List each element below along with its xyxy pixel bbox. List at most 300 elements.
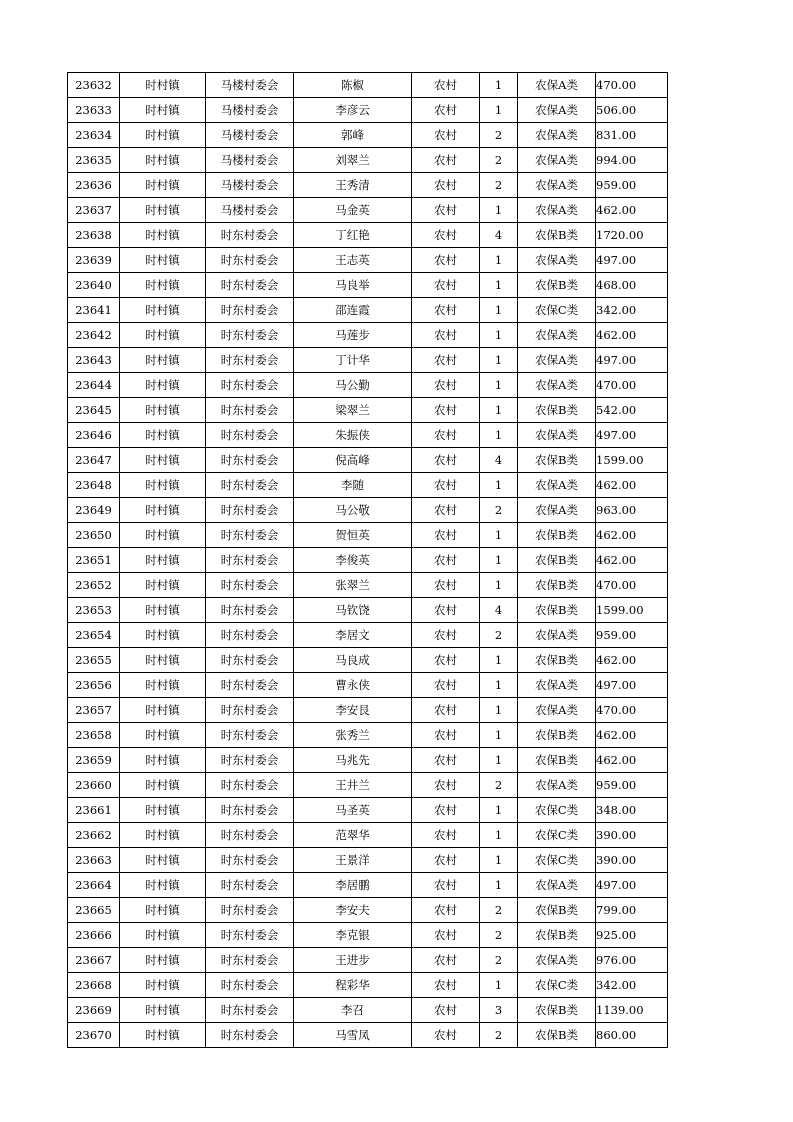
cell-town: 时村镇 [120, 523, 206, 548]
table-row [68, 198, 668, 223]
cell-type: 农村 [412, 798, 480, 823]
cell-amount: 506.00 [596, 98, 668, 123]
cell-name: 马莲步 [294, 323, 412, 348]
cell-amount: 468.00 [596, 273, 668, 298]
cell-village: 时东村委会 [206, 898, 294, 923]
cell-count: 1 [480, 248, 518, 273]
cell-amount: 959.00 [596, 773, 668, 798]
cell-town: 时村镇 [120, 298, 206, 323]
cell-town: 时村镇 [120, 423, 206, 448]
cell-amount: 390.00 [596, 823, 668, 848]
cell-id: 23641 [68, 298, 120, 323]
cell-id: 23664 [68, 873, 120, 898]
table-row [68, 423, 668, 448]
table-row [68, 73, 668, 98]
cell-id: 23652 [68, 573, 120, 598]
cell-category: 农保B类 [518, 398, 596, 423]
cell-village: 时东村委会 [206, 998, 294, 1023]
cell-id: 23667 [68, 948, 120, 973]
cell-type: 农村 [412, 898, 480, 923]
cell-amount: 462.00 [596, 198, 668, 223]
cell-count: 1 [480, 198, 518, 223]
cell-village: 时东村委会 [206, 948, 294, 973]
cell-amount: 963.00 [596, 498, 668, 523]
cell-count: 1 [480, 473, 518, 498]
cell-name: 王秀清 [294, 173, 412, 198]
cell-type: 农村 [412, 523, 480, 548]
cell-amount: 470.00 [596, 73, 668, 98]
cell-category: 农保B类 [518, 648, 596, 673]
cell-name: 范翠华 [294, 823, 412, 848]
cell-count: 4 [480, 223, 518, 248]
cell-village: 马楼村委会 [206, 198, 294, 223]
cell-town: 时村镇 [120, 448, 206, 473]
cell-type: 农村 [412, 598, 480, 623]
cell-count: 1 [480, 823, 518, 848]
cell-amount: 976.00 [596, 948, 668, 973]
cell-category: 农保B类 [518, 748, 596, 773]
cell-village: 时东村委会 [206, 523, 294, 548]
cell-id: 23658 [68, 723, 120, 748]
cell-count: 1 [480, 698, 518, 723]
cell-id: 23650 [68, 523, 120, 548]
cell-name: 马兆先 [294, 748, 412, 773]
table-row [68, 498, 668, 523]
cell-id: 23636 [68, 173, 120, 198]
cell-type: 农村 [412, 823, 480, 848]
cell-amount: 470.00 [596, 698, 668, 723]
table-row [68, 848, 668, 873]
cell-village: 时东村委会 [206, 773, 294, 798]
cell-type: 农村 [412, 398, 480, 423]
cell-type: 农村 [412, 248, 480, 273]
cell-category: 农保B类 [518, 573, 596, 598]
cell-count: 1 [480, 523, 518, 548]
cell-type: 农村 [412, 98, 480, 123]
cell-town: 时村镇 [120, 898, 206, 923]
cell-village: 时东村委会 [206, 548, 294, 573]
cell-name: 朱振侠 [294, 423, 412, 448]
cell-id: 23655 [68, 648, 120, 673]
cell-village: 马楼村委会 [206, 73, 294, 98]
cell-amount: 831.00 [596, 123, 668, 148]
cell-category: 农保A类 [518, 773, 596, 798]
cell-name: 李随 [294, 473, 412, 498]
cell-category: 农保A类 [518, 673, 596, 698]
cell-town: 时村镇 [120, 73, 206, 98]
table-row [68, 373, 668, 398]
cell-name: 李彦云 [294, 98, 412, 123]
cell-category: 农保C类 [518, 798, 596, 823]
cell-id: 23647 [68, 448, 120, 473]
table-row [68, 873, 668, 898]
table-row [68, 248, 668, 273]
cell-town: 时村镇 [120, 573, 206, 598]
cell-category: 农保B类 [518, 598, 596, 623]
cell-count: 1 [480, 348, 518, 373]
cell-count: 2 [480, 948, 518, 973]
cell-town: 时村镇 [120, 773, 206, 798]
cell-amount: 462.00 [596, 323, 668, 348]
cell-category: 农保A类 [518, 373, 596, 398]
cell-category: 农保A类 [518, 423, 596, 448]
table-row [68, 898, 668, 923]
cell-town: 时村镇 [120, 373, 206, 398]
cell-type: 农村 [412, 623, 480, 648]
table-row [68, 548, 668, 573]
cell-name: 李克银 [294, 923, 412, 948]
cell-count: 4 [480, 598, 518, 623]
cell-type: 农村 [412, 298, 480, 323]
cell-name: 马圣英 [294, 798, 412, 823]
cell-id: 23654 [68, 623, 120, 648]
cell-amount: 470.00 [596, 573, 668, 598]
cell-type: 农村 [412, 148, 480, 173]
table-row [68, 773, 668, 798]
cell-amount: 1599.00 [596, 598, 668, 623]
cell-category: 农保B类 [518, 523, 596, 548]
cell-name: 王进步 [294, 948, 412, 973]
cell-town: 时村镇 [120, 1023, 206, 1048]
cell-type: 农村 [412, 948, 480, 973]
cell-id: 23648 [68, 473, 120, 498]
cell-count: 2 [480, 123, 518, 148]
table-row [68, 823, 668, 848]
cell-category: 农保A类 [518, 123, 596, 148]
cell-category: 农保B类 [518, 923, 596, 948]
cell-amount: 462.00 [596, 723, 668, 748]
table-row [68, 123, 668, 148]
cell-id: 23651 [68, 548, 120, 573]
cell-type: 农村 [412, 123, 480, 148]
cell-amount: 860.00 [596, 1023, 668, 1048]
cell-category: 农保B类 [518, 998, 596, 1023]
cell-amount: 342.00 [596, 973, 668, 998]
cell-count: 1 [480, 298, 518, 323]
cell-name: 张秀兰 [294, 723, 412, 748]
cell-count: 2 [480, 773, 518, 798]
cell-category: 农保C类 [518, 973, 596, 998]
cell-type: 农村 [412, 673, 480, 698]
table-body [68, 73, 668, 1048]
cell-name: 王井兰 [294, 773, 412, 798]
cell-village: 时东村委会 [206, 973, 294, 998]
cell-type: 农村 [412, 873, 480, 898]
cell-count: 2 [480, 148, 518, 173]
cell-count: 1 [480, 848, 518, 873]
cell-village: 时东村委会 [206, 1023, 294, 1048]
cell-name: 王志英 [294, 248, 412, 273]
cell-village: 时东村委会 [206, 473, 294, 498]
cell-type: 农村 [412, 1023, 480, 1048]
cell-type: 农村 [412, 973, 480, 998]
cell-count: 2 [480, 1023, 518, 1048]
cell-amount: 462.00 [596, 648, 668, 673]
cell-village: 马楼村委会 [206, 148, 294, 173]
cell-amount: 542.00 [596, 398, 668, 423]
table-row [68, 273, 668, 298]
cell-type: 农村 [412, 498, 480, 523]
cell-name: 王景洋 [294, 848, 412, 873]
cell-village: 时东村委会 [206, 673, 294, 698]
cell-village: 时东村委会 [206, 348, 294, 373]
cell-village: 时东村委会 [206, 648, 294, 673]
cell-count: 1 [480, 673, 518, 698]
cell-town: 时村镇 [120, 98, 206, 123]
table-row [68, 698, 668, 723]
cell-name: 李召 [294, 998, 412, 1023]
cell-type: 农村 [412, 548, 480, 573]
cell-amount: 959.00 [596, 623, 668, 648]
cell-name: 马雪凤 [294, 1023, 412, 1048]
cell-town: 时村镇 [120, 823, 206, 848]
cell-type: 农村 [412, 423, 480, 448]
cell-category: 农保A类 [518, 498, 596, 523]
cell-category: 农保B类 [518, 1023, 596, 1048]
cell-category: 农保A类 [518, 698, 596, 723]
cell-category: 农保B类 [518, 223, 596, 248]
cell-town: 时村镇 [120, 648, 206, 673]
table-row [68, 923, 668, 948]
cell-count: 1 [480, 373, 518, 398]
cell-village: 时东村委会 [206, 498, 294, 523]
cell-id: 23665 [68, 898, 120, 923]
cell-id: 23666 [68, 923, 120, 948]
cell-amount: 1720.00 [596, 223, 668, 248]
cell-amount: 1139.00 [596, 998, 668, 1023]
cell-amount: 462.00 [596, 748, 668, 773]
cell-name: 梁翠兰 [294, 398, 412, 423]
table-row [68, 473, 668, 498]
cell-town: 时村镇 [120, 973, 206, 998]
cell-village: 时东村委会 [206, 373, 294, 398]
cell-category: 农保C类 [518, 848, 596, 873]
cell-town: 时村镇 [120, 623, 206, 648]
cell-category: 农保B类 [518, 723, 596, 748]
cell-category: 农保A类 [518, 73, 596, 98]
cell-id: 23635 [68, 148, 120, 173]
cell-category: 农保B类 [518, 448, 596, 473]
cell-amount: 462.00 [596, 548, 668, 573]
cell-town: 时村镇 [120, 948, 206, 973]
cell-town: 时村镇 [120, 923, 206, 948]
table-row [68, 323, 668, 348]
cell-amount: 462.00 [596, 473, 668, 498]
cell-type: 农村 [412, 473, 480, 498]
cell-town: 时村镇 [120, 198, 206, 223]
cell-town: 时村镇 [120, 548, 206, 573]
cell-amount: 994.00 [596, 148, 668, 173]
cell-amount: 799.00 [596, 898, 668, 923]
table-row [68, 623, 668, 648]
cell-id: 23660 [68, 773, 120, 798]
cell-category: 农保A类 [518, 948, 596, 973]
cell-village: 时东村委会 [206, 248, 294, 273]
cell-count: 2 [480, 923, 518, 948]
cell-name: 马金英 [294, 198, 412, 223]
cell-name: 曹永侠 [294, 673, 412, 698]
cell-type: 农村 [412, 648, 480, 673]
cell-village: 马楼村委会 [206, 173, 294, 198]
cell-town: 时村镇 [120, 673, 206, 698]
cell-town: 时村镇 [120, 748, 206, 773]
cell-id: 23649 [68, 498, 120, 523]
table-row [68, 948, 668, 973]
cell-count: 1 [480, 573, 518, 598]
cell-count: 1 [480, 723, 518, 748]
cell-category: 农保A类 [518, 248, 596, 273]
cell-type: 农村 [412, 998, 480, 1023]
cell-town: 时村镇 [120, 498, 206, 523]
cell-category: 农保A类 [518, 873, 596, 898]
table-row [68, 223, 668, 248]
cell-amount: 497.00 [596, 423, 668, 448]
cell-town: 时村镇 [120, 148, 206, 173]
cell-count: 4 [480, 448, 518, 473]
cell-village: 时东村委会 [206, 623, 294, 648]
cell-count: 1 [480, 73, 518, 98]
cell-name: 马公敬 [294, 498, 412, 523]
cell-village: 马楼村委会 [206, 123, 294, 148]
cell-type: 农村 [412, 373, 480, 398]
table-row [68, 148, 668, 173]
cell-count: 1 [480, 398, 518, 423]
cell-id: 23653 [68, 598, 120, 623]
cell-id: 23644 [68, 373, 120, 398]
cell-id: 23637 [68, 198, 120, 223]
cell-id: 23639 [68, 248, 120, 273]
cell-town: 时村镇 [120, 473, 206, 498]
cell-id: 23645 [68, 398, 120, 423]
cell-type: 农村 [412, 923, 480, 948]
cell-type: 农村 [412, 73, 480, 98]
table-row [68, 1023, 668, 1048]
cell-id: 23668 [68, 973, 120, 998]
cell-id: 23661 [68, 798, 120, 823]
cell-category: 农保A类 [518, 623, 596, 648]
table-row [68, 98, 668, 123]
cell-type: 农村 [412, 748, 480, 773]
cell-town: 时村镇 [120, 398, 206, 423]
cell-town: 时村镇 [120, 723, 206, 748]
cell-type: 农村 [412, 173, 480, 198]
cell-count: 1 [480, 273, 518, 298]
cell-name: 李安艮 [294, 698, 412, 723]
cell-name: 刘翠兰 [294, 148, 412, 173]
cell-village: 时东村委会 [206, 223, 294, 248]
cell-amount: 497.00 [596, 873, 668, 898]
cell-village: 时东村委会 [206, 423, 294, 448]
cell-name: 李居文 [294, 623, 412, 648]
cell-town: 时村镇 [120, 848, 206, 873]
cell-category: 农保C类 [518, 298, 596, 323]
cell-town: 时村镇 [120, 798, 206, 823]
cell-id: 23643 [68, 348, 120, 373]
cell-name: 邵连霞 [294, 298, 412, 323]
cell-category: 农保A类 [518, 323, 596, 348]
cell-count: 1 [480, 323, 518, 348]
cell-village: 时东村委会 [206, 798, 294, 823]
cell-village: 时东村委会 [206, 848, 294, 873]
cell-category: 农保A类 [518, 198, 596, 223]
table-row [68, 573, 668, 598]
cell-village: 时东村委会 [206, 448, 294, 473]
cell-town: 时村镇 [120, 998, 206, 1023]
cell-name: 马良举 [294, 273, 412, 298]
cell-id: 23656 [68, 673, 120, 698]
table-row [68, 523, 668, 548]
cell-category: 农保A类 [518, 148, 596, 173]
cell-amount: 342.00 [596, 298, 668, 323]
cell-town: 时村镇 [120, 123, 206, 148]
table-row [68, 298, 668, 323]
table-row [68, 673, 668, 698]
cell-town: 时村镇 [120, 348, 206, 373]
cell-town: 时村镇 [120, 273, 206, 298]
table-row [68, 398, 668, 423]
cell-type: 农村 [412, 848, 480, 873]
cell-village: 马楼村委会 [206, 98, 294, 123]
table-row [68, 748, 668, 773]
cell-village: 时东村委会 [206, 873, 294, 898]
cell-name: 贺恒英 [294, 523, 412, 548]
cell-count: 2 [480, 173, 518, 198]
cell-name: 马良成 [294, 648, 412, 673]
cell-type: 农村 [412, 723, 480, 748]
cell-village: 时东村委会 [206, 598, 294, 623]
cell-type: 农村 [412, 348, 480, 373]
cell-category: 农保A类 [518, 348, 596, 373]
cell-amount: 497.00 [596, 348, 668, 373]
cell-village: 时东村委会 [206, 323, 294, 348]
cell-count: 1 [480, 98, 518, 123]
cell-category: 农保A类 [518, 473, 596, 498]
cell-count: 2 [480, 623, 518, 648]
cell-id: 23642 [68, 323, 120, 348]
cell-category: 农保B类 [518, 898, 596, 923]
cell-name: 马钦饶 [294, 598, 412, 623]
table-row [68, 998, 668, 1023]
cell-category: 农保B类 [518, 273, 596, 298]
cell-count: 2 [480, 898, 518, 923]
cell-type: 农村 [412, 573, 480, 598]
cell-name: 丁红艳 [294, 223, 412, 248]
cell-name: 张翠兰 [294, 573, 412, 598]
cell-id: 23659 [68, 748, 120, 773]
cell-amount: 462.00 [596, 523, 668, 548]
cell-amount: 348.00 [596, 798, 668, 823]
cell-category: 农保A类 [518, 98, 596, 123]
cell-amount: 959.00 [596, 173, 668, 198]
table-row [68, 448, 668, 473]
cell-village: 时东村委会 [206, 273, 294, 298]
cell-amount: 497.00 [596, 248, 668, 273]
cell-count: 1 [480, 748, 518, 773]
cell-count: 1 [480, 873, 518, 898]
cell-name: 李居鹏 [294, 873, 412, 898]
cell-category: 农保C类 [518, 823, 596, 848]
cell-town: 时村镇 [120, 223, 206, 248]
cell-id: 23646 [68, 423, 120, 448]
cell-amount: 1599.00 [596, 448, 668, 473]
cell-id: 23663 [68, 848, 120, 873]
cell-id: 23632 [68, 73, 120, 98]
cell-id: 23634 [68, 123, 120, 148]
cell-amount: 470.00 [596, 373, 668, 398]
cell-village: 时东村委会 [206, 398, 294, 423]
table-row [68, 798, 668, 823]
cell-type: 农村 [412, 698, 480, 723]
